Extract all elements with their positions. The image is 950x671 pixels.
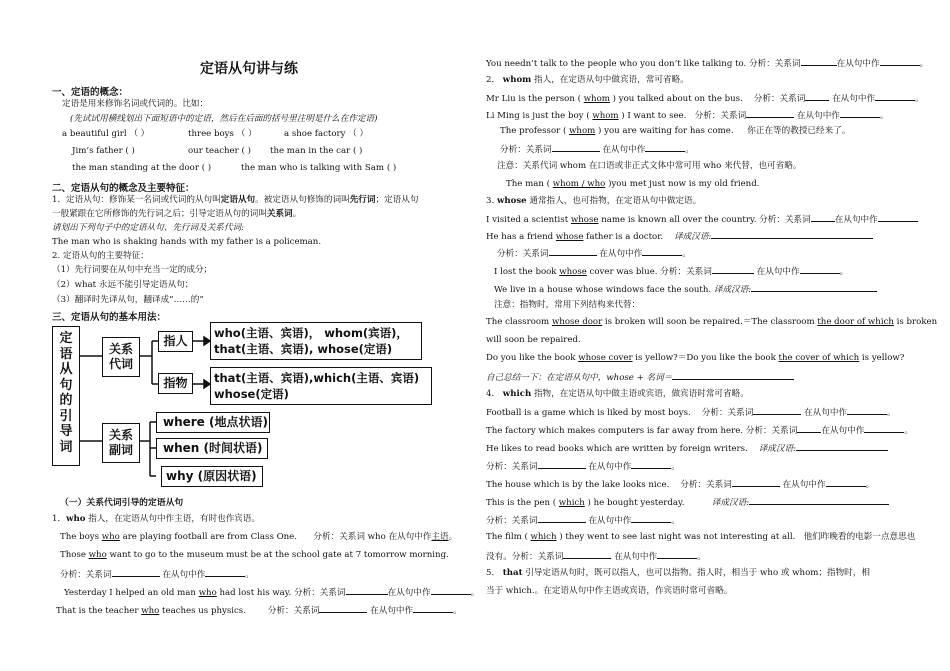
note-whom: 注意：关系代词 whom 在口语或非正式文体中常可用 who 来代替，也可省略。 — [497, 161, 802, 171]
section2-heading: 二、定语从句的概念及主要特征： — [52, 183, 195, 194]
right-line: The classroom whose door is broken will soon be repaired.＝The classroom the door of which is broken — [486, 317, 938, 327]
person-box: 指人 — [158, 331, 193, 352]
definition-text: 定语是用来修饰名词或代词的。比如： — [62, 99, 209, 109]
right-line: We live in a house whose windows face the south. 译成汉语: — [494, 283, 877, 296]
right-line: 没有。分析：关系词 在从句中作 。 — [486, 552, 706, 562]
analysis-line: 分析：关系词 在从句中作 。 — [486, 516, 680, 526]
right-line: This is the pen ( which ) he bought yesterday. 译成汉语: — [486, 496, 889, 509]
right-line: The man ( whom / who )you met just now is my old friend. — [506, 179, 760, 189]
thing-box: 指物 — [158, 373, 193, 394]
section1-heading: 一、定语的概念： — [52, 87, 129, 98]
rel-pronoun-label: 关系 代词 — [108, 342, 133, 371]
phrase-item: three boys （ ） — [188, 129, 257, 139]
example-who-4: That is the teacher who teaches us physics. 分析：关系词 在从句中作 。 — [56, 606, 462, 616]
root-label: 定 语 从 句 的 引 导 词 — [59, 331, 73, 455]
right-line: I visited a scientist whose name is known all over the country. 分析：关系词 在从句中作 — [486, 213, 918, 226]
subsection-heading: （一）关系代词引导的定语从句 — [60, 498, 184, 508]
section3-heading: 三、定语从句的基本用法： — [52, 312, 167, 323]
page-title: 定语从句讲与练 — [200, 61, 298, 77]
feature-item: （2）what 永远不能引导定语从句； — [52, 280, 194, 290]
right-line: He has a friend whose father is a doctor. 译成汉语: — [486, 230, 873, 243]
rel-adverb-label: 关系 副词 — [108, 428, 133, 457]
person-words-line: who(主语、宾语)， whom(宾语)， — [214, 326, 408, 340]
definition-paragraph: 1．定语从句：修饰某一名词或代词的从句叫定语从句。被定语从句修饰的词叫先行词；定语从句 — [52, 195, 419, 205]
analysis-line: 分析：关系词 在从句中作 。 — [500, 145, 694, 155]
why-box: why (原因状语) — [161, 466, 263, 487]
item5-that: 5． that 引导定语从句时，既可以指人，也可以指物。指人时，相当于 who 或 whom；指物时，相 — [486, 568, 870, 578]
phrase-item: Jim’s father ( ) — [72, 146, 135, 156]
phrase-item: a beautiful girl （ ） — [62, 129, 150, 139]
section1-instruction: (先试试用横线划出下面短语中的定语，然后在后面的括号里注明是什么在作定语) — [70, 114, 378, 124]
section2-instruction: 请划出下列句子中的定语从句、先行词及关系代词: — [52, 223, 244, 233]
right-line: The factory which makes computers is far away from here. 分析：关系词 在从句中作 。 — [486, 426, 913, 436]
thing-words-line: whose(定语) — [214, 387, 289, 401]
right-line: I lost the book whose cover was blue. 分析：关系词 在从句中作 。 — [494, 267, 849, 277]
example-who-2: Those who want to go to the museum must be at the school gate at 7 tomorrow morning. — [60, 550, 449, 560]
analysis-line: 分析：关系词 在从句中作 。 — [497, 249, 691, 259]
item5-that-cont: 当于 which.。在定语从句中作主语或宾语，作宾语时常可省略。 — [486, 586, 733, 596]
example-who-1: The boys who are playing football are from Class One. 分析：关系词 who 在从句中作主语。 — [60, 532, 458, 542]
definition-paragraph-cont: 一般紧跟在它所修饰的先行词之后；引导定语从句的词叫关系词。 — [52, 209, 302, 219]
example-who-3: Yesterday I helped an old man who had lost his way. 分析：关系词 在从句中作 。 — [64, 588, 480, 598]
right-line: Li Ming is just the boy ( whom ) I want to see. 分析：关系词 在从句中作 。 — [486, 111, 889, 121]
features-title: 2. 定语从句的主要特征： — [52, 251, 149, 261]
item2-whom: 2． whom 指人，在定语从句中做宾语，常可省略。 — [486, 75, 689, 85]
analysis-line: 分析：关系词 在从句中作 。 — [486, 462, 680, 472]
right-line: Do you like the book whose cover is yellow?＝Do you like the book the cover of which is yellow? — [486, 353, 905, 363]
thing-words-line: that(主语、宾语),which(主语、宾语) — [214, 371, 420, 385]
summary-line: 自己总结一下：在定语从句中，whose + 名词＝ — [486, 371, 794, 384]
phrase-item: our teacher ( ) — [188, 146, 251, 156]
where-box: where (地点状语) — [156, 412, 270, 433]
phrase-item: the man in the car ( ) — [270, 146, 363, 156]
right-line: Football is a game which is liked by most boys. 分析：关系词 在从句中作 。 — [486, 408, 896, 418]
right-line: The professor ( whom ) you are waiting for has come. 你正在等的教授已经来了。 — [500, 126, 851, 136]
right-line: The house which is by the lake looks nice. 分析：关系词 在从句中作 。 — [486, 480, 875, 490]
right-line: Mr Liu is the person ( whom ) you talked about on the bus. 分析：关系词 在从句中作 。 — [486, 94, 924, 104]
feature-item: （1）先行词要在从句中充当一定的成分； — [52, 265, 213, 275]
phrase-item: the man who is talking with Sam ( ) — [241, 163, 397, 173]
item1-who: 1．who 指人，在定语从句中作主语，有时也作宾语。 — [52, 514, 261, 524]
right-line: He likes to read books which are written by foreign writers. 译成汉语: — [486, 442, 888, 455]
item4-which: 4． which 指物，在定语从句中做主语或宾语，做宾语时常可省略。 — [486, 389, 749, 399]
person-words-line: that(主语、宾语), whose(定语) — [214, 342, 393, 356]
phrase-item: the man standing at the door ( ) — [72, 163, 212, 173]
right-line: will soon be repaired. — [486, 335, 581, 345]
analysis-line: 分析：关系词 在从句中作 。 — [60, 570, 254, 580]
thing-words-box — [210, 367, 432, 405]
item3-whose: 3. whose 通常指人，也可指物，在定语从句中做定语。 — [486, 196, 702, 206]
note-whose: 注意：指物时，常用下列结构来代替： — [494, 300, 641, 310]
feature-item: （3）翻译时先译从句，翻译成“……的” — [52, 295, 204, 305]
right-line: The film ( which ) they went to see last night was not interesting at all. 他们昨晚看的电影一点意思也 — [486, 532, 916, 542]
when-box: when (时间状语) — [156, 438, 268, 459]
person-words-box — [210, 322, 422, 360]
right-line: You needn’t talk to the people who you don’t like talking to. 分析：关系词 在从句中作 。 — [486, 59, 929, 69]
example-sentence: The man who is shaking hands with my father is a policeman. — [52, 237, 322, 247]
phrase-item: a shoe factory （ ） — [284, 129, 369, 139]
